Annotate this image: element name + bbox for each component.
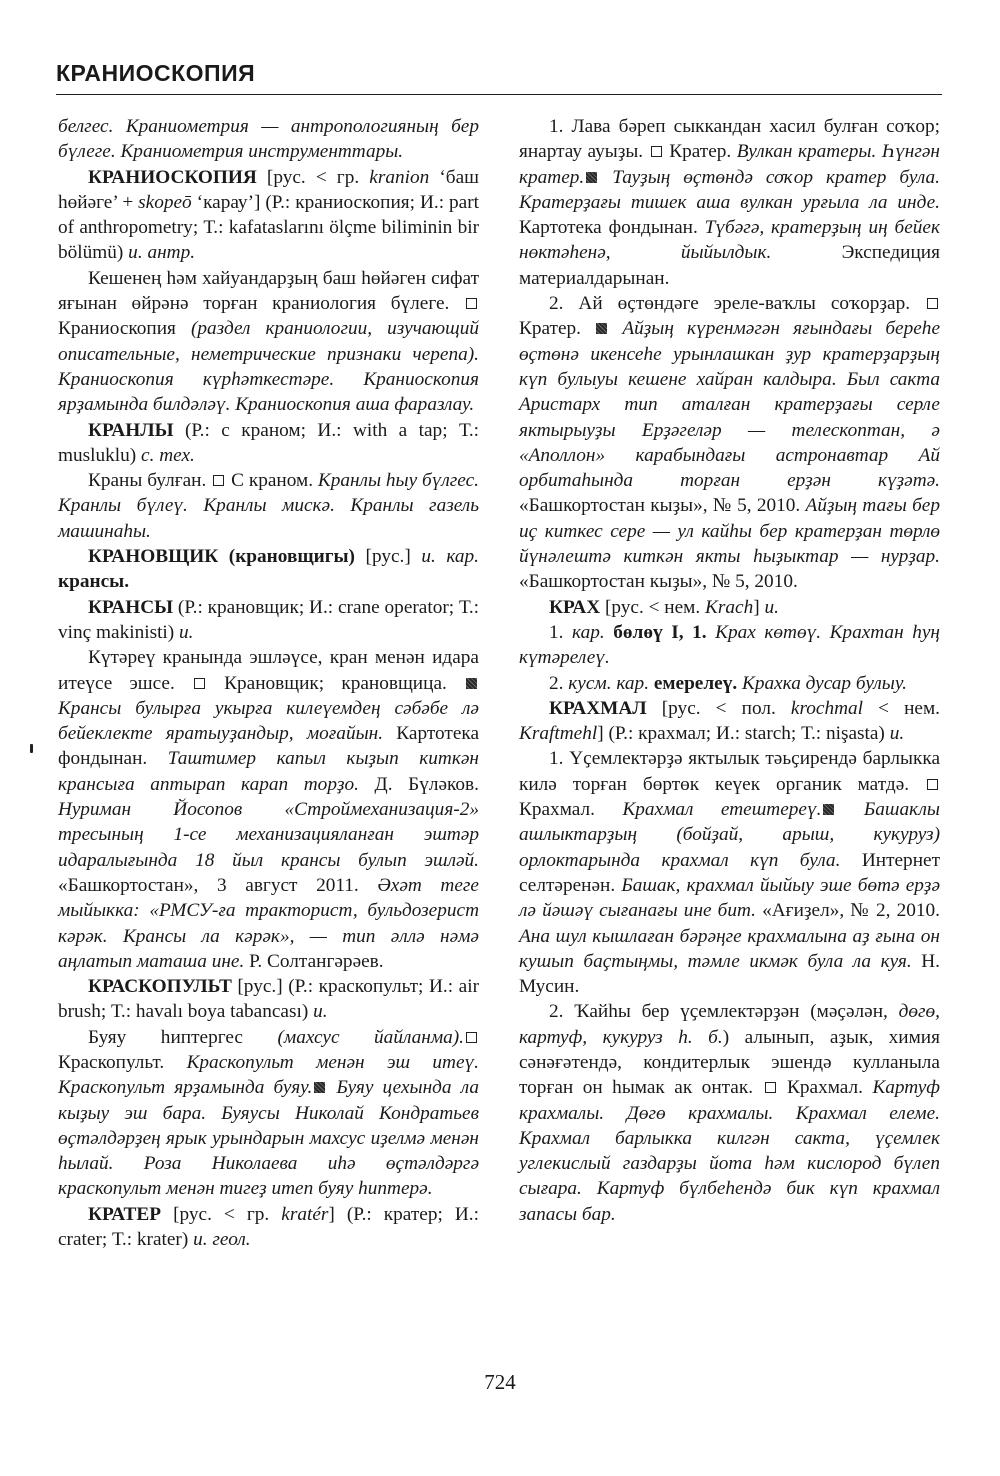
headword: КРАХМАЛ <box>549 697 647 719</box>
filled-square-icon <box>596 323 607 334</box>
square-icon <box>194 678 205 689</box>
filled-square-icon <box>314 1082 325 1093</box>
entry-definition: Краны булған. С краном. Кранлы һыу бүлгес. Кранлы бүлеү. Кранлы мискә. Кранлы газель машинаһы. <box>58 470 479 542</box>
headword: КРАТЕР <box>88 1203 162 1225</box>
page-number: 724 <box>484 1370 516 1394</box>
entry-kranovshchik: КРАНОВЩИК (крановщигы) [рус.] и. кар. крансы. <box>58 546 479 593</box>
entry-kranioskopiya: КРАНИОСКОПИЯ [рус. < гр. kranion ‘баш һөйәге’ + skopeō ‘карау’] (Р.: краниоскопия; И.: part of anthropometry; Т.: kafataslarını ölçme biliminin bir bölümü) и. антр. <box>58 166 480 264</box>
entry-krakhmal: КРАХМАЛ [рус. < пол. krochmal < нем. Kraftmehl] (Р.: крахмал; И.: starch; Т.: nişasta) и. <box>519 697 940 745</box>
sense-1: 1. Лава бәреп сыккандан хасил булған соҡор; янартау ауыҙы. Кратер. Вулкан кратеры. Һүнгән кратер. Тауҙың өҫтөндә соҡор кратер була. Кратерҙағы тишек аша вулкан урғыла ла инде. Картотека фондынан. Түбәгә, кратерҙың иң бейек нөктәһенә, йыйылдык. Экспедиция материалдарынан. <box>519 116 940 289</box>
entry-continuation: белгес. Краниометрия — антропологияның бер бүлеге. Краниометрия инструменттары. <box>58 116 479 163</box>
filled-square-icon <box>823 804 834 815</box>
headword: КРАНИОСКОПИЯ <box>88 166 257 188</box>
headword: КРАНСЫ <box>88 596 174 618</box>
sense-2: 2. Ҡайһы бер үҫемлектәрҙән (мәҫәлән, дөгө, картуф, кукуруз һ. б.) алынып, аҙык, химия сәнәғәтендә, кондитерлык эшендә кулланыла торған он һымак ак онтак. Крахмал. Картуф крахмалы. Дөгө крахмалы. Крахмал елеме. Крахмал барлыкка килгән сакта, үҫемлек углекислый газдарҙы йота һәм кислород бүлеп сығара. Картуф бүлбеһендә бик күп крахмал запасы бар. <box>519 1001 940 1225</box>
sense-1: 1. кар. бөлөү I, 1. Крах көтөү. Крахтан һуң күтәрелеү. <box>519 621 940 669</box>
square-icon <box>927 779 938 790</box>
headword: КРАСКОПУЛЬТ <box>88 976 232 998</box>
header-rule <box>56 94 942 95</box>
right-column <box>519 114 940 1227</box>
filled-square-icon <box>586 172 597 183</box>
sense-2: 2. кусм. кар. емерелеү. Крахка дусар булыу. <box>549 672 907 694</box>
entry-krakh: КРАХ [рус. < нем. Krach] и. <box>549 596 779 618</box>
square-icon <box>466 1032 477 1043</box>
entry-krater: КРАТЕР [рус. < гр. kratér] (Р.: кратер; И.: crater; Т.: krater) и. геол. <box>58 1203 479 1251</box>
headword: КРАНЛЫ <box>88 419 174 441</box>
left-column <box>58 114 479 1252</box>
sense-1: 1. Үҫемлектәрҙә яктылык тәьҫирендә барлыкка килә торған бөртөк кеүек органик матдә. Крахмал. Крахмал етештереү. Башаклы ашлыктарҙың (бойҙай, арыш, кукуруз) орлоктарында крахмал күп була. Интернет селтәренән. Башак, крахмал йыйыу эше бөтә ерҙә лә йәшәү сығанағы ине бит. «Ағиҙел», № 2, 2010. Ана шул кышлаған бәрәңге крахмалына аҙ ғына он кушып баҫтыңмы, тәмле икмәк була ла куя. Н. Мусин. <box>519 748 940 998</box>
square-icon <box>765 1082 776 1093</box>
headword: КРАНОВЩИК (крановщигы) <box>88 546 355 568</box>
entry-definition: Буяу һиптергес (махсус йайланма). Краскопульт. Краскопульт менән эш итеү. Краскопульт ярҙамында буяу. Буяу цехында ла кыҙыу эш бара. Буяусы Николай Кондратьев өҫтәлдәрҙең ярык урындарын махсус иҙелмә менән һылай. Роза Николаева иһә өҫтәлдәргә краскопульт менән тигеҙ итеп буяу һиптерә. <box>58 1026 479 1200</box>
square-icon <box>651 146 662 157</box>
entry-kransy: КРАНСЫ (Р.: крановщик; И.: crane operator; Т.: vinç makinisti) и. <box>58 596 479 643</box>
sense-2: 2. Ай өҫтөндәге эреле-ваҡлы соҡорҙар. Кратер. Айҙың күренмәгән яғындағы береһе өҫтөнә икенсеһе урынлашкан ҙур кратерҙарҙың күп булыуы кешене хайран калдыра. Был сакта Аристарх тип аталған кратерҙағы серле яктырыуҙы Ерҙәгеләр — телескоптан, ә «Аполлон» карабындағы астронавтар Ай орбитаһында торған ерҙән күҙәтә. «Башкортостан кыҙы», № 5, 2010. Айҙың тағы бер иҫ киткес сере — ул кайһы бер кратерҙан төрлө йүнәлештә киткән якты һыҙыктар — нурҙар. «Башкортостан кыҙы», № 5, 2010. <box>519 293 941 593</box>
page-header-title: КРАНИОСКОПИЯ <box>56 60 256 86</box>
filled-square-icon <box>466 678 477 689</box>
entry-kranly: КРАНЛЫ (Р.: с краном; И.: with a tap; Т.: musluklu) с. тех. <box>58 419 479 466</box>
square-icon <box>213 475 224 486</box>
square-icon <box>466 298 477 309</box>
entry-definition: Күтәреү кранында эшләүсе, кран менән идара итеүсе эшсе. Крановщик; крановщица. Крансы булырға укырға килеүемдең сәбәбе лә бейеклекте яратыуҙандыр, моғайын. Картотека фондынан. Таштимер капыл кыҙып киткән крансыға аптырап карап торҙо. Д. Бүләков. Нуриман Йосопов «Строймеханизация-2» тресының 1-се механизацияланған эштәр идаралығында 18 йыл крансы булып эшләй. «Башкортостан», 3 август 2011. Әхәт теге мыйыкка: «РМСУ-ға тракторист, бульдозерист кәрәк. Крансы ла кәрәк», — тип әллә нәмә аңлатып маташа ине. Р. Солтангәрәев. <box>58 647 480 972</box>
entry-definition: Кешенең һәм хайуандарҙың баш һөйәген сифат яғынан өйрәнә торған краниология бүлеге. Краниоскопия (раздел краниологии, изучающий описательные, неметрические признаки черепа). Краниоскопия күрһәткестәре. Краниоскопия ярҙамында билдәләү. Краниоскопия аша фаразлау. <box>58 267 479 416</box>
margin-mark <box>30 744 33 753</box>
square-icon <box>927 298 938 309</box>
headword: КРАХ <box>549 596 601 618</box>
entry-kraskopult: КРАСКОПУЛЬТ [рус.] (Р.: краскопульт; И.: air brush; Т.: havalı boya tabancası) и. <box>58 976 479 1023</box>
